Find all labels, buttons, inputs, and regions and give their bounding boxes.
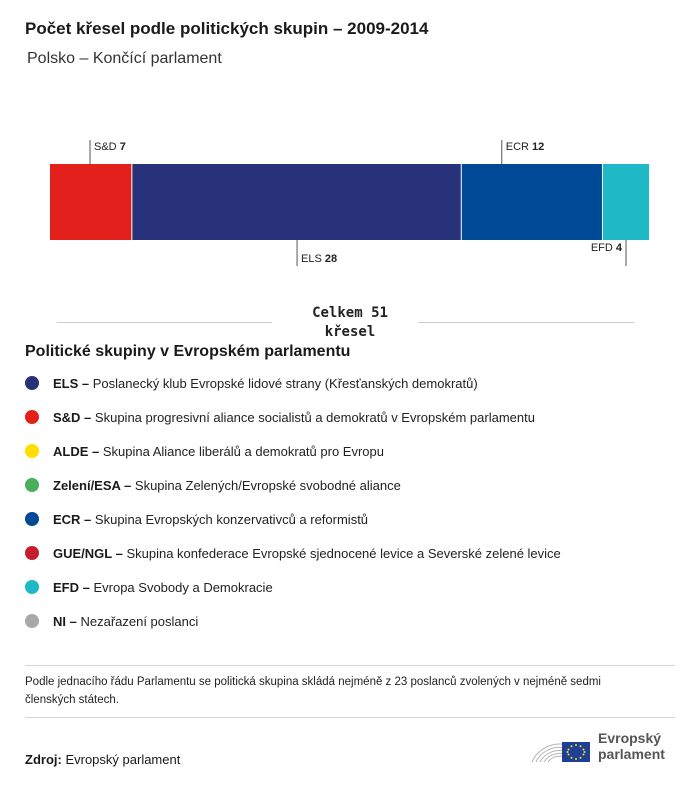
parliament-hemicycle-icon [528,728,592,764]
legend-dot-gue [25,546,39,560]
legend-desc: Skupina Zelených/Evropské svobodné aliance [134,477,401,493]
footnote: Podle jednacího řádu Parlamentu se politická skupina skládá nejméně z 23 poslanců zvolených v nejméně sedmi členských státech. [25,676,601,706]
legend-abbr: ECR – [53,511,92,527]
legend-desc: Nezařazení poslanci [80,613,199,629]
total-seats-label [275,304,425,342]
legend-desc: Skupina Aliance liberálů a demokratů pro Evropu [102,443,384,459]
total-seats-line2: křesel [324,324,376,340]
legend-item-greens [25,468,675,502]
legend-desc: Skupina progresivní aliance socialistů a demokratů v Evropském parlamentu [94,409,535,425]
legend-list [25,366,675,638]
legend-dot-efd [25,580,39,594]
legend-abbr: Zelení/ESA – [53,477,132,493]
total-divider-right [418,322,634,323]
logo-text [598,730,665,762]
total-seats-line1: Celkem 51 [312,305,388,321]
legend-abbr: ELS – [53,375,90,391]
note-divider-top [25,665,675,666]
chart-title: Počet křesel podle politických skupin – 2009-2014 [25,19,429,38]
legend-dot-greens [25,478,39,492]
source-line [25,752,180,767]
legend-desc: Evropa Svobody a Demokracie [93,579,273,595]
legend-item-ecr [25,502,675,536]
legend-abbr: EFD – [53,579,90,595]
legend-dot-els [25,376,39,390]
legend-dot-alde [25,444,39,458]
legend-abbr: ALDE – [53,443,100,459]
data-label-ecr: ECR 12 [505,141,545,153]
legend-dot-ecr [25,512,39,526]
legend-item-alde [25,434,675,468]
legend-abbr: NI – [53,613,77,629]
source-label: Zdroj: [25,752,62,767]
legend-title: Politické skupiny v Evropském parlamentu [25,343,351,360]
data-label-efd: EFD 4 [590,242,622,254]
bar-segment-efd [603,164,649,240]
data-label-sd: S&D 7 [94,141,126,153]
legend-item-ni [25,604,675,638]
data-label-els: ELS 28 [301,253,338,265]
legend-item-sd [25,400,675,434]
legend-abbr: S&D – [53,409,92,425]
legend-item-gue [25,536,675,570]
seat-stacked-bar-chart [0,130,700,275]
bar-segment-sd [50,164,131,240]
legend-desc: Skupina konfederace Evropské sjednocené levice a Severské zelené levice [126,545,561,561]
chart-subtitle: Polsko – Končící parlament [27,50,222,67]
legend-dot-ni [25,614,39,628]
bar-segment-els [132,164,460,240]
legend-desc: Skupina Evropských konzervativců a reformistů [94,511,369,527]
legend-abbr: GUE/NGL – [53,545,123,561]
bar-segment-ecr [462,164,602,240]
legend-item-els [25,366,675,400]
legend-item-efd [25,570,675,604]
source-value: Evropský parlament [65,752,181,767]
note-divider-bottom [25,717,675,718]
legend-dot-sd [25,410,39,424]
legend-desc: Poslanecký klub Evropské lidové strany (Křesťanských demokratů) [92,375,478,391]
logo-line2: parlament [598,746,665,762]
logo-line1: Evropský [598,730,662,746]
total-divider-left [57,322,272,323]
ep-logo [528,728,665,764]
